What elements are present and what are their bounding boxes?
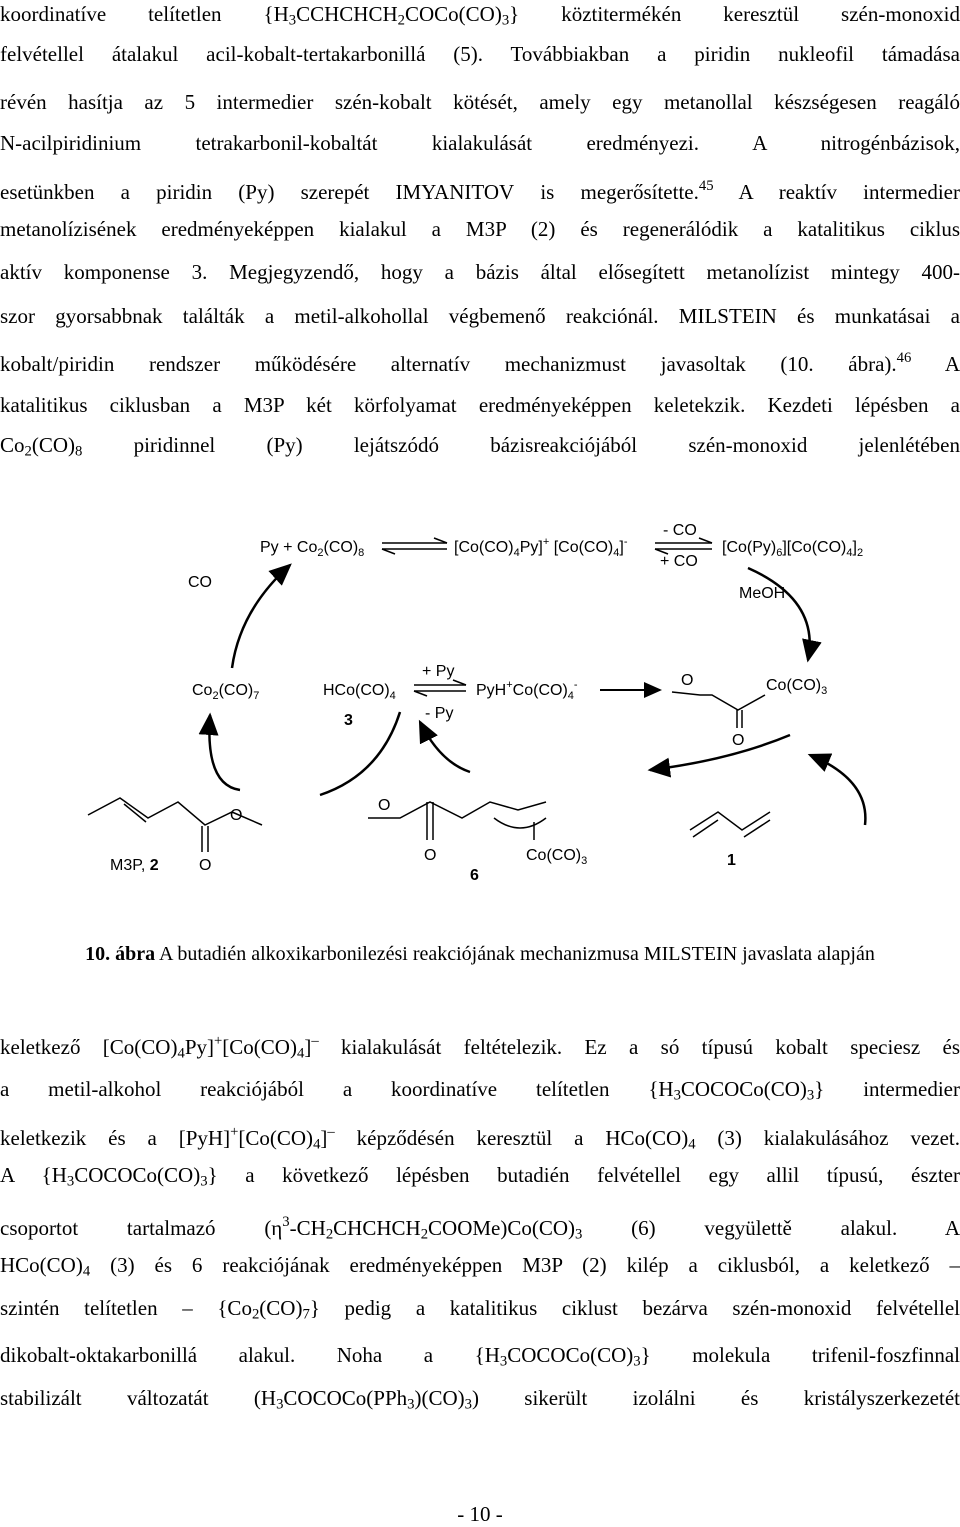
p1-line-1: koordinatíve telítetlen $\{H_3CCHCHCH_2COCo(CO)_3\}$ köztitermékén keresztül szén-monoxid <box>0 2 960 29</box>
compound-3-number: 3 <box>344 712 353 729</box>
equilibrium-arrow-2 <box>655 538 712 554</box>
p1-line-2: felvétellel átalakul acil-kobalt-tertakarbonillá (5). Továbbiakban a piridin nukleofil támadása <box>0 42 960 66</box>
p2-line-9: stabilizált változatát $(H_3COCOCo(PPh_3)(CO)_3)$ sikerült izolálni és kristályszerkezetét <box>0 1386 960 1413</box>
plus-co-label: + CO <box>660 553 698 570</box>
svg-text:6: 6 <box>470 867 479 884</box>
p1-line-11: $Co_2(CO)_8$ piridinnel (Py) lejátszódó bázisreakciójából szén-monoxid jelenlétében <box>0 433 960 460</box>
p2-line-2: a metil-alkohol reakciójából a koordinatíve telítetlen $\{H_3COCOCo(CO)_3\}$ intermedier <box>0 1077 960 1104</box>
curve-arrow-meoh <box>748 568 810 660</box>
p1-line-8: szor gyorsabbnak találták a metil-alkohollal végbemenő reakciónál. MILSTEIN és munkatásai a <box>0 304 960 328</box>
figure-caption: 10. ábra A butadién alkoxikarbonilezési reakciójának mechanizmusa MILSTEIN javaslata alapján <box>85 943 875 965</box>
p2-line-4: A $\{H_3COCOCo(CO)_3\}$ a következő lépésben butadién felvétellel egy allil típusú, észter <box>0 1163 960 1190</box>
svg-text:O: O <box>424 847 437 864</box>
curve-arrow-to-6 <box>650 735 790 770</box>
svg-text:M3P, 2: M3P, 2 <box>110 857 159 874</box>
svg-text:O: O <box>199 857 212 874</box>
reaction-scheme <box>0 500 960 900</box>
curve-arrow-to-co2co7 <box>209 715 240 790</box>
svg-text:O: O <box>732 732 745 749</box>
plus-py-label: + Py <box>422 663 455 680</box>
minus-co-label: - CO <box>663 522 697 539</box>
p2-line-3: keletkezik és a $[PyH]^+[Co(CO)_4]^-$ képződésén keresztül a $HCo(CO)_4$ (3) kialakulásához vezet. <box>0 1124 960 1153</box>
p2-line-8: dikobalt-oktakarbonillá alakul. Noha a $\{H_3COCOCo(CO)_3\}$ molekula trifenil-foszfinnal <box>0 1343 960 1370</box>
p1-line-4: N-acilpiridinium tetrakarbonil-kobaltát kialakulását eredményezi. A nitrogénbázisok, <box>0 131 960 155</box>
m3p-structure <box>88 798 262 874</box>
meoh-label: MeOH <box>739 585 786 602</box>
reactants: $Py + Co_2(CO)_8$ <box>260 539 365 559</box>
curve-arrow-butadiene <box>810 755 865 825</box>
p2-line-6: $HCo(CO)_4$ (3) és 6 reakciójának eredményeképpen M3P (2) kilép a ciklusból, a keletkező – <box>0 1253 960 1280</box>
p1-line-6: metanolízisének eredményeképpen kialakul a M3P (2) és regenerálódik a katalitikus ciklus <box>0 217 960 241</box>
co2co7: $Co_2(CO)_7$ <box>192 682 260 702</box>
co-input-label: CO <box>188 574 212 591</box>
p2-line-7: szintén telítetlen – $\{Co_2(CO)_7\}$ pedig a katalitikus ciklust bezárva szén-monoxid felvétellel <box>0 1296 960 1323</box>
curve-arrow-m3p-release <box>320 712 400 795</box>
compound-6-structure <box>368 797 587 884</box>
hco-co4: $HCo(CO)_4$ <box>323 682 396 702</box>
p2-line-5: csoportot tartalmazó $(\eta^3-CH_2CHCHCH_2COOMe)Co(CO)_3$ (6) vegyülettě alakul. A <box>0 1214 960 1243</box>
salt-1: $[Co(CO)_4Py]^+$ $[Co(CO)_4]^-$ <box>454 536 628 559</box>
svg-text:O: O <box>378 797 391 814</box>
p1-line-10: katalitikus ciklusban a M3P két körfolyamat eredményeképpen keletekzik. Kezdeti lépésben a <box>0 393 960 417</box>
p2-line-1: keletkező $[Co(CO)_4Py]^+[Co(CO)_4]^-$ kialakulását feltételezik. Ez a só típusú kobalt speciesz és <box>0 1033 960 1062</box>
curve-arrow-co-uptake <box>232 565 290 668</box>
equilibrium-arrow-3 <box>414 680 466 696</box>
acyl-cobalt-structure <box>672 672 827 749</box>
p1-line-3: révén hasítja az 5 intermedier szén-kobalt kötését, amely egy metanollal készségesen reagáló <box>0 90 960 114</box>
salt-2: $[Co(Py)_6][Co(CO)_4]_2$ <box>722 539 864 559</box>
p1-line-9: kobalt/piridin rendszer működésére alternatív mechanizmust javasoltak (10. ábra).$^{46}$ A <box>0 350 960 376</box>
svg-text:1: 1 <box>727 852 736 869</box>
svg-text:O: O <box>681 672 694 689</box>
page-number: - 10 - <box>457 1502 503 1526</box>
equilibrium-arrow-1 <box>382 538 447 554</box>
p1-line-7: aktív komponense 3. Megjegyzendő, hogy a bázis által elősegített metanolízist mintegy 400- <box>0 260 960 284</box>
svg-text:Co(CO)3: $Co(CO)_3$ <box>766 677 828 697</box>
minus-py-label: - Py <box>425 705 454 722</box>
svg-text:O: O <box>230 807 243 824</box>
butadiene-structure <box>690 812 770 869</box>
p1-line-5: esetünkben a piridin (Py) szerepét IMYANITOV is megerősítette.$^{45}$ A reaktív intermedier <box>0 178 960 204</box>
pyh-salt: $PyH^+Co(CO)_4^-$ <box>476 679 578 702</box>
curve-arrow-6-reacts <box>420 722 470 772</box>
svg-text:Co(CO)3: $Co(CO)_3$ <box>526 847 588 867</box>
